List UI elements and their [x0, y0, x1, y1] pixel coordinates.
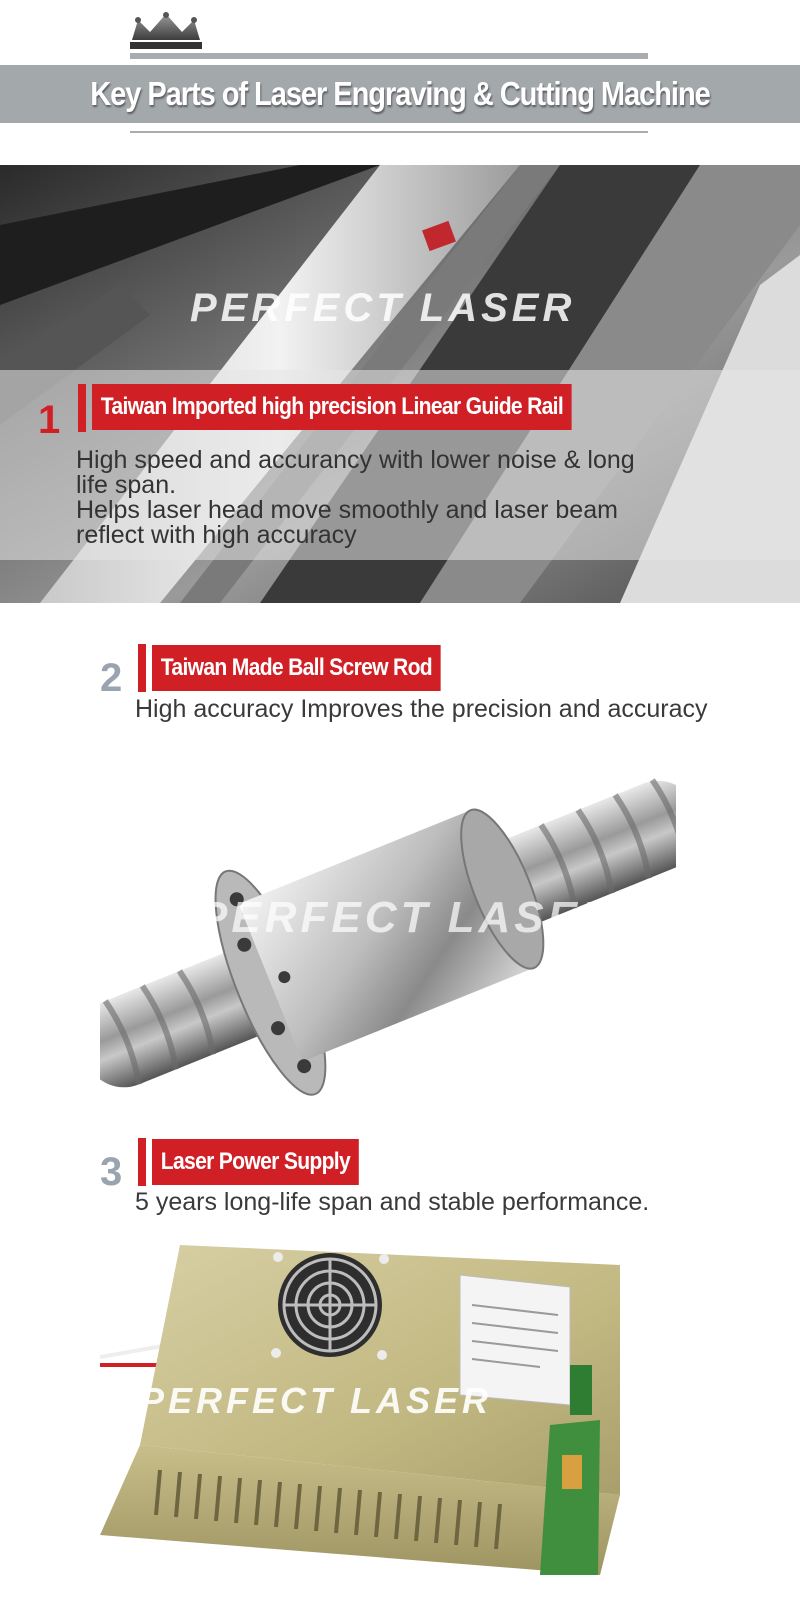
section-title: Taiwan Made Ball Screw Rod	[152, 645, 441, 691]
section-number: 2	[100, 656, 123, 700]
description-line: reflect with high accuracy	[76, 521, 357, 549]
description-line: life span.	[76, 471, 177, 499]
watermark-text: PERFECT LASER	[190, 286, 576, 330]
section-title: Taiwan Imported high precision Linear Guide Rail	[92, 384, 572, 430]
watermark-text: PERFECT LASER	[140, 1380, 493, 1421]
description-line: High speed and accurancy with lower noise & long	[76, 446, 635, 474]
section-description: 5 years long-life span and stable performance.	[135, 1188, 650, 1216]
header-rule-bottom	[130, 131, 648, 133]
page-title: Key Parts of Laser Engraving & Cutting Machine	[90, 75, 710, 112]
accent-bar	[138, 1138, 146, 1186]
section-description: High accuracy Improves the precision and accuracy	[135, 695, 708, 723]
section-number: 3	[100, 1150, 123, 1194]
section-title: Laser Power Supply	[152, 1139, 359, 1185]
crown-icon	[128, 12, 204, 52]
accent-bar	[138, 644, 146, 692]
description-line: Helps laser head move smoothly and laser beam	[76, 496, 618, 524]
section-description	[76, 448, 716, 548]
watermark-text: PERFECT LASER	[198, 893, 617, 942]
header-rule-top	[130, 53, 648, 59]
section-number: 1	[38, 398, 61, 442]
accent-bar	[78, 384, 86, 432]
